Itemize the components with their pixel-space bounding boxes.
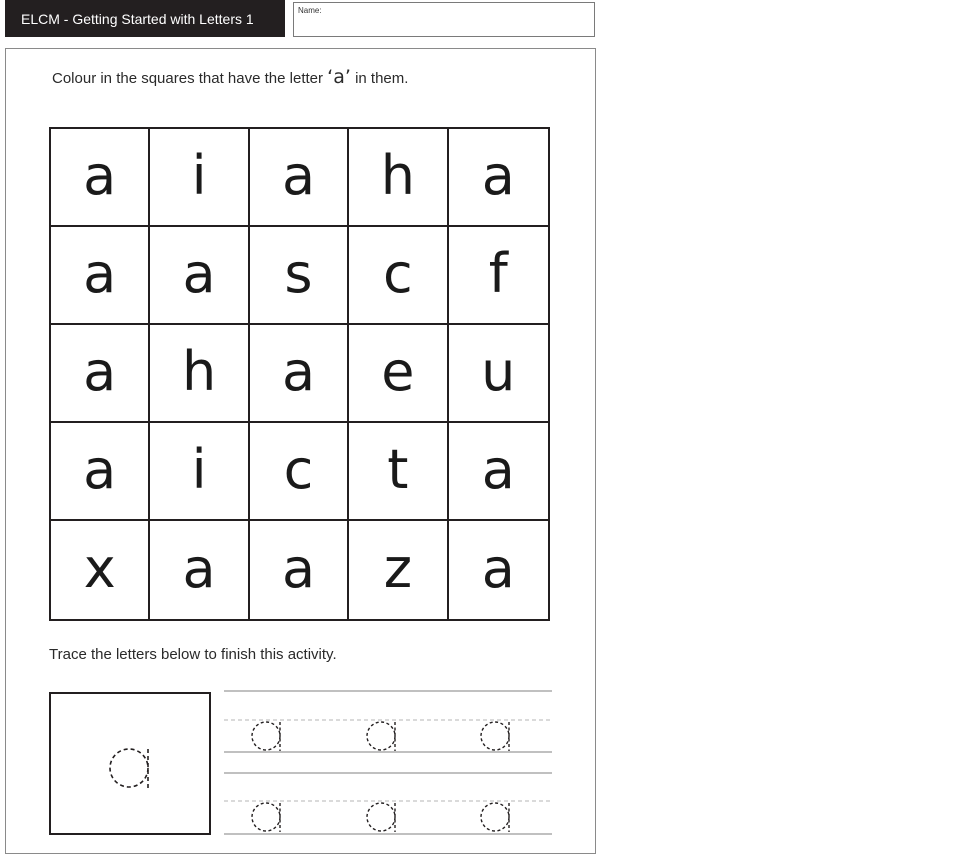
grid-cell[interactable] xyxy=(449,325,548,423)
grid-cell[interactable] xyxy=(150,423,249,521)
grid-cell[interactable] xyxy=(349,521,448,619)
grid-cell-letter: a xyxy=(281,143,316,207)
grid-cell-letter: h xyxy=(380,143,415,207)
grid-cell[interactable] xyxy=(250,423,349,521)
grid-cell[interactable] xyxy=(51,423,150,521)
grid-cell[interactable] xyxy=(349,227,448,325)
grid-cell-letter: a xyxy=(182,536,216,600)
grid-cell-letter: f xyxy=(488,241,508,305)
grid-cell-letter: u xyxy=(481,339,516,403)
grid-cell-letter: a xyxy=(83,437,117,501)
grid-cell-letter: c xyxy=(383,241,413,305)
tracing-lines[interactable] xyxy=(224,688,552,838)
grid-cell[interactable] xyxy=(449,423,548,521)
dotted-letter-a xyxy=(367,722,395,751)
grid-cell-letter: a xyxy=(83,339,117,403)
trace-example-box xyxy=(49,692,211,835)
grid-cell[interactable] xyxy=(250,129,349,227)
grid-cell-letter: s xyxy=(284,241,313,305)
grid-cell-letter: z xyxy=(383,536,413,600)
dotted-letter-a xyxy=(252,803,280,832)
grid-cell-letter: a xyxy=(182,241,216,305)
grid-cell-letter: a xyxy=(83,143,117,207)
grid-cell-letter: e xyxy=(381,339,415,403)
colour-instruction-text: Colour in the squares that have the letter xyxy=(52,70,328,87)
worksheet-title-text: ELCM - Getting Started with Letters 1 xyxy=(21,10,254,27)
dotted-letter-a xyxy=(481,803,509,832)
grid-cell[interactable] xyxy=(51,129,150,227)
colour-instruction-end: in them. xyxy=(350,70,409,87)
grid-cell-letter: i xyxy=(191,437,207,501)
colour-instruction xyxy=(52,66,408,88)
grid-cell[interactable] xyxy=(150,325,249,423)
grid-cell-letter: x xyxy=(83,536,116,600)
grid-cell[interactable] xyxy=(449,129,548,227)
dotted-letter-a xyxy=(367,803,395,832)
dotted-letter-a xyxy=(252,722,280,751)
grid-cell[interactable] xyxy=(349,423,448,521)
target-letter: ‘a’ xyxy=(327,66,351,88)
grid-cell[interactable] xyxy=(150,129,249,227)
grid-cell-letter: a xyxy=(83,241,117,305)
dotted-letter-a xyxy=(481,722,509,751)
letter-grid xyxy=(49,127,550,621)
grid-cell[interactable] xyxy=(449,521,548,619)
grid-cell-letter: h xyxy=(181,339,217,403)
grid-cell[interactable] xyxy=(51,521,150,619)
grid-cell[interactable] xyxy=(449,227,548,325)
grid-cell-letter: a xyxy=(481,437,515,501)
grid-cell[interactable] xyxy=(250,325,349,423)
grid-cell[interactable] xyxy=(51,325,150,423)
grid-cell[interactable] xyxy=(349,325,448,423)
grid-cell[interactable] xyxy=(51,227,150,325)
grid-cell-letter: a xyxy=(481,143,515,207)
grid-cell[interactable] xyxy=(250,521,349,619)
grid-cell[interactable] xyxy=(150,227,249,325)
grid-cell-letter: a xyxy=(281,339,316,403)
name-label: Name: xyxy=(298,6,322,15)
grid-cell-letter: a xyxy=(481,536,515,600)
grid-cell-letter: i xyxy=(191,143,207,207)
grid-cell-letter: a xyxy=(281,536,316,600)
grid-cell-letter: t xyxy=(387,437,409,501)
name-field[interactable] xyxy=(293,2,595,37)
grid-cell[interactable] xyxy=(150,521,249,619)
grid-cell[interactable] xyxy=(349,129,448,227)
trace-example-letter xyxy=(51,694,208,832)
trace-instruction: Trace the letters below to finish this activity. xyxy=(49,646,337,663)
grid-cell-letter: c xyxy=(283,437,314,501)
grid-cell[interactable] xyxy=(250,227,349,325)
worksheet-title xyxy=(5,0,285,37)
